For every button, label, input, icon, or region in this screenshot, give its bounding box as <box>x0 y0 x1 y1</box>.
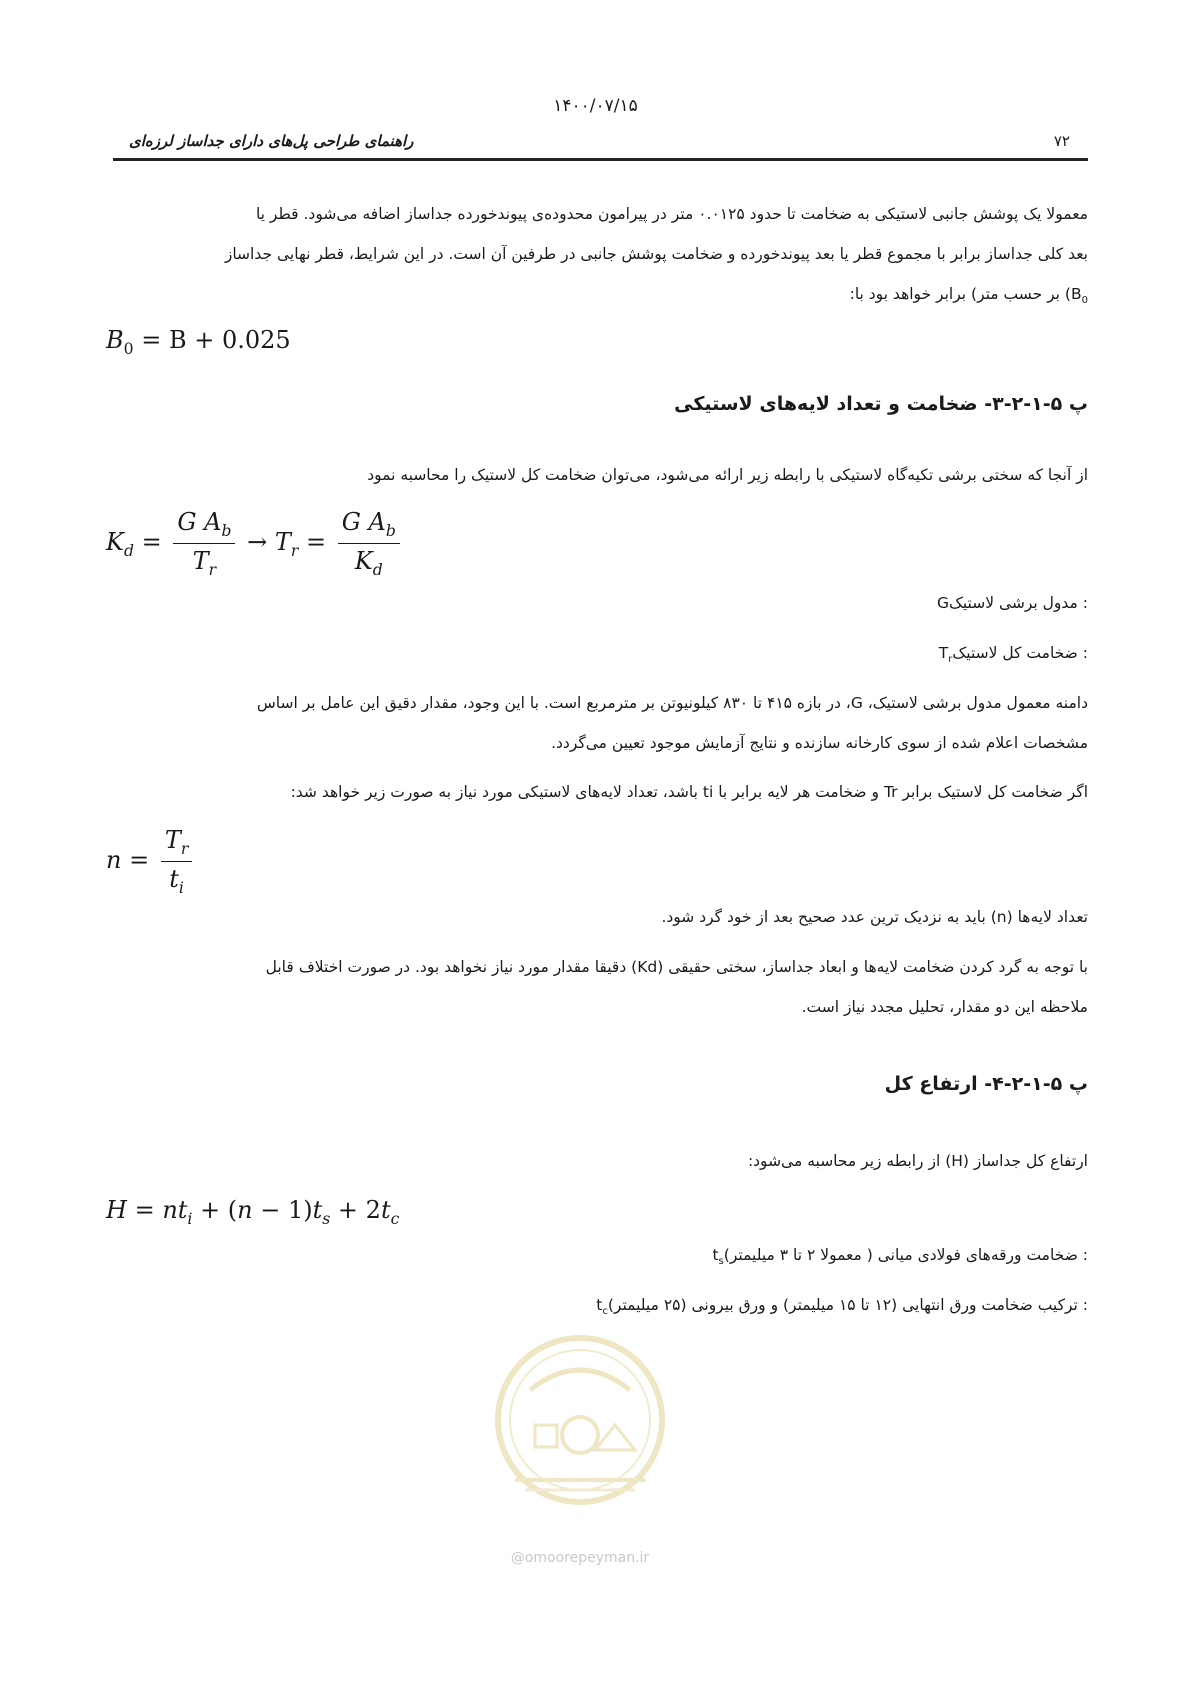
page-header <box>113 128 1088 161</box>
running-title: راهنمای طراحی پل‌های دارای جداساز لرزه‌ای <box>129 132 414 150</box>
paragraph-layers: اگر ضخامت کل لاستیک برابر Tr و ضخامت هر لایه برابر با ti باشد، تعداد لایه‌های لاستیکی مورد نیاز به صورت زیر خواهد شد: <box>290 783 1088 801</box>
section-intro: از آنجا که سختی برشی تکیه‌گاه لاستیکی با رابطه زیر ارائه می‌شود، می‌توان ضخامت کل لاستیک را محاسبه نمود <box>367 466 1088 484</box>
definition-ts: : ضخامت ورقه‌های فولادی میانی ( معمولا ۲ تا ۳ $میلیمتر)t_s$ <box>712 1246 1088 1268</box>
paragraph-rounding: تعداد لایه‌ها (n) باید به نزدیک ترین عدد صحیح بعد از خود گرد شود. <box>661 908 1088 926</box>
fraction-g-ab-over-tr: $\frac{G A_b}{T_r}$ <box>173 508 235 579</box>
fraction-tr-over-ti: $\frac{T_r}{t_i}$ <box>161 826 192 897</box>
paragraph-line: ملاحظه این دو مقدار، تحلیل مجدد نیاز است. <box>801 998 1088 1016</box>
paragraph-line: معمولا یک پوشش جانبی لاستیکی به ضخامت تا حدود ۰.۰۱۲۵ متر در پیرامون محدوده‌ی پیوندخورده جداساز اضافه می‌شود. قطر یا <box>255 205 1088 223</box>
b0-unit-text: بر حسب متر) برابر خواهد بود با: <box>849 285 1060 303</box>
section-heading: پ ۵-۱-۲-۳- ضخامت و تعداد لایه‌های لاستیکی <box>674 393 1088 415</box>
equation-h: $H = nt_i + (n - 1)t_s + 2t_c$ <box>106 1196 400 1228</box>
paragraph-line: با توجه به گرد کردن ضخامت لایه‌ها و ابعاد جداساز، سختی حقیقی (Kd) دقیقا مقدار مورد نیاز نخواهد بود. در صورت اختلاف قابل <box>265 958 1088 976</box>
b0-symbol: ($B_0$ <box>1064 285 1088 307</box>
page-number: ۷۲ <box>1053 132 1070 150</box>
fraction-g-ab-over-kd: $\frac{G A_b}{K_d}$ <box>338 508 400 579</box>
watermark-text: @omoorepeyman.ir <box>510 1550 650 1566</box>
equation-n: n = $\frac{T_r}{t_i}$ <box>106 826 196 897</box>
paragraph-line: بعد کلی جداساز برابر با مجموع قطر یا بعد پیوندخورده و ضخامت پوشش جانبی در طرفین آن است. در این شرایط، قطر نهایی جداساز <box>224 245 1088 263</box>
paragraph-line <box>113 285 1088 306</box>
paragraph-line: مشخصات اعلام شده از سوی کارخانه سازنده و نتایج آزمایش موجود تعیین می‌گردد. <box>551 734 1088 752</box>
omoore-peyman-seal-icon <box>490 1330 670 1530</box>
definition-tc: : ترکیب ضخامت ورق انتهایی (۱۲ تا ۱۵ میلیمتر) و ورق بیرونی (۲۵ $میلیمتر)t_c$ <box>596 1296 1088 1318</box>
paragraph-line: دامنه معمول مدول برشی لاستیک، G، در بازه ۴۱۵ تا ۸۳۰ کیلونیوتن بر مترمربع است. با این وجود، مقدار دقیق این عامل بر اساس <box>256 694 1088 712</box>
section-heading: پ ۵-۱-۲-۴- ارتفاع کل <box>884 1073 1088 1095</box>
definition-g: : مدول برشی لاستیکG <box>936 594 1088 612</box>
section-intro: ارتفاع کل جداساز (H) از رابطه زیر محاسبه می‌شود: <box>747 1152 1088 1170</box>
definition-tr: : ضخامت کل لاستیکT$_r$ <box>938 644 1088 666</box>
equation-kd: $K_d$ = $\frac{G A_b}{T_r}$ → $T_r$ = $\frac{G A_b}{K_d}$ <box>106 508 404 579</box>
document-date: ۱۴۰۰/۰۷/۱۵ <box>553 96 638 116</box>
equation-b0: $B_0 = B + 0.025$ <box>106 326 291 358</box>
